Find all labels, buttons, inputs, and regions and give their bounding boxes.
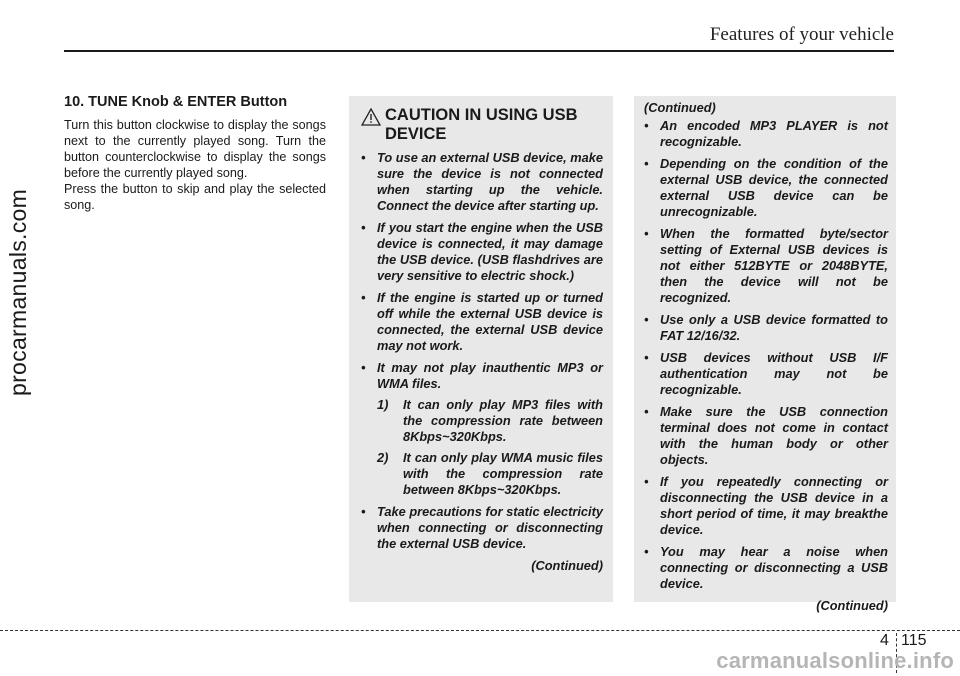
side-watermark: procarmanuals.com	[5, 188, 31, 396]
continued-list	[644, 118, 888, 592]
footer-rule	[0, 630, 960, 631]
bullet-icon: •	[644, 350, 649, 365]
list-item	[644, 312, 888, 344]
bullet-icon: •	[644, 312, 649, 327]
list-item-text: Make sure the USB connection terminal does not come in contact with the human body or other objects.	[660, 404, 888, 467]
continued-heading: (Continued)	[644, 100, 716, 115]
list-item	[644, 226, 888, 306]
bullet-icon: •	[361, 220, 366, 235]
sub-item-number: 1)	[377, 397, 389, 412]
list-item-text: Use only a USB device formatted to FAT 12/16/32.	[660, 312, 888, 343]
list-item	[644, 156, 888, 220]
list-item	[361, 220, 603, 284]
section-heading: 10. TUNE Knob & ENTER Button	[64, 94, 288, 110]
list-item-text: It may not play inauthentic MP3 or WMA files.	[377, 360, 603, 391]
caution-list	[361, 150, 603, 552]
list-item	[361, 150, 603, 214]
caution-title: CAUTION IN USING USB DEVICE	[385, 106, 578, 143]
list-item	[644, 118, 888, 150]
sub-item-text: It can only play WMA music files with the compression rate between 8Kbps~320Kbps.	[403, 450, 603, 497]
continued-label: (Continued)	[531, 558, 603, 573]
header-rule	[64, 50, 894, 52]
bullet-icon: •	[361, 504, 366, 519]
list-item	[644, 544, 888, 592]
list-item-text: When the formatted byte/sector setting of External USB devices is not either 512BYTE or 2048BYTE, then the device will not be recognized.	[660, 226, 888, 305]
bullet-icon: •	[361, 290, 366, 305]
section-column	[64, 94, 326, 213]
continued-panel	[634, 96, 896, 613]
list-item-text: You may hear a noise when connecting or disconnecting a USB device.	[660, 544, 888, 591]
list-item-text: If you repeatedly connecting or disconnecting the USB device in a short period of time, it may breakthe device.	[660, 474, 888, 537]
list-item	[644, 404, 888, 468]
list-item-text: An encoded MP3 PLAYER is not recognizable.	[660, 118, 888, 149]
list-item	[361, 504, 603, 552]
list-item-text: To use an external USB device, make sure the device is not connected when starting up the vehicle. Connect the device after starting up.	[377, 150, 603, 213]
bullet-icon: •	[361, 150, 366, 165]
sub-item-number: 2)	[377, 450, 389, 465]
list-item-text: USB devices without USB I/F authentication may not be recognizable.	[660, 350, 888, 397]
bullet-icon: •	[644, 226, 649, 241]
sub-list	[377, 397, 603, 498]
sub-list-item	[377, 450, 603, 498]
list-item	[361, 360, 603, 498]
list-item-text: Depending on the condition of the external USB device, the connected external USB device can be unrecognizable.	[660, 156, 888, 219]
sub-item-text: It can only play MP3 files with the compression rate between 8Kbps~320Kbps.	[403, 397, 603, 444]
caution-header	[361, 106, 603, 144]
list-item	[361, 290, 603, 354]
warning-triangle-icon	[361, 108, 381, 126]
chapter-number: 4	[880, 632, 889, 649]
bullet-icon: •	[361, 360, 366, 375]
bullet-icon: •	[644, 544, 649, 559]
list-item	[644, 474, 888, 538]
sub-list-item	[377, 397, 603, 445]
list-item	[644, 350, 888, 398]
list-item-text: If you start the engine when the USB device is connected, it may damage the USB device. (USB flashdrives are very sensitive to electric shock.)	[377, 220, 603, 283]
bullet-icon: •	[644, 404, 649, 419]
list-item-text: If the engine is started up or turned off while the external USB device is connected, the external USB device may not work.	[377, 290, 603, 353]
page-number: 115	[901, 632, 927, 649]
bottom-watermark: carmanualsonline.info	[716, 648, 954, 673]
section-body: Turn this button clockwise to display the songs next to the currently played song. Turn the button counterclockwise to display the songs before the currently played song. Press the button to skip and play the selected song.	[64, 118, 326, 212]
bullet-icon: •	[644, 156, 649, 171]
caution-panel	[349, 96, 613, 602]
page-header-title: Features of your vehicle	[709, 24, 894, 45]
bullet-icon: •	[644, 474, 649, 489]
continued-label: (Continued)	[816, 598, 888, 613]
bullet-icon: •	[644, 118, 649, 133]
list-item-text: Take precautions for static electricity when connecting or disconnecting the external USB device.	[377, 504, 603, 551]
